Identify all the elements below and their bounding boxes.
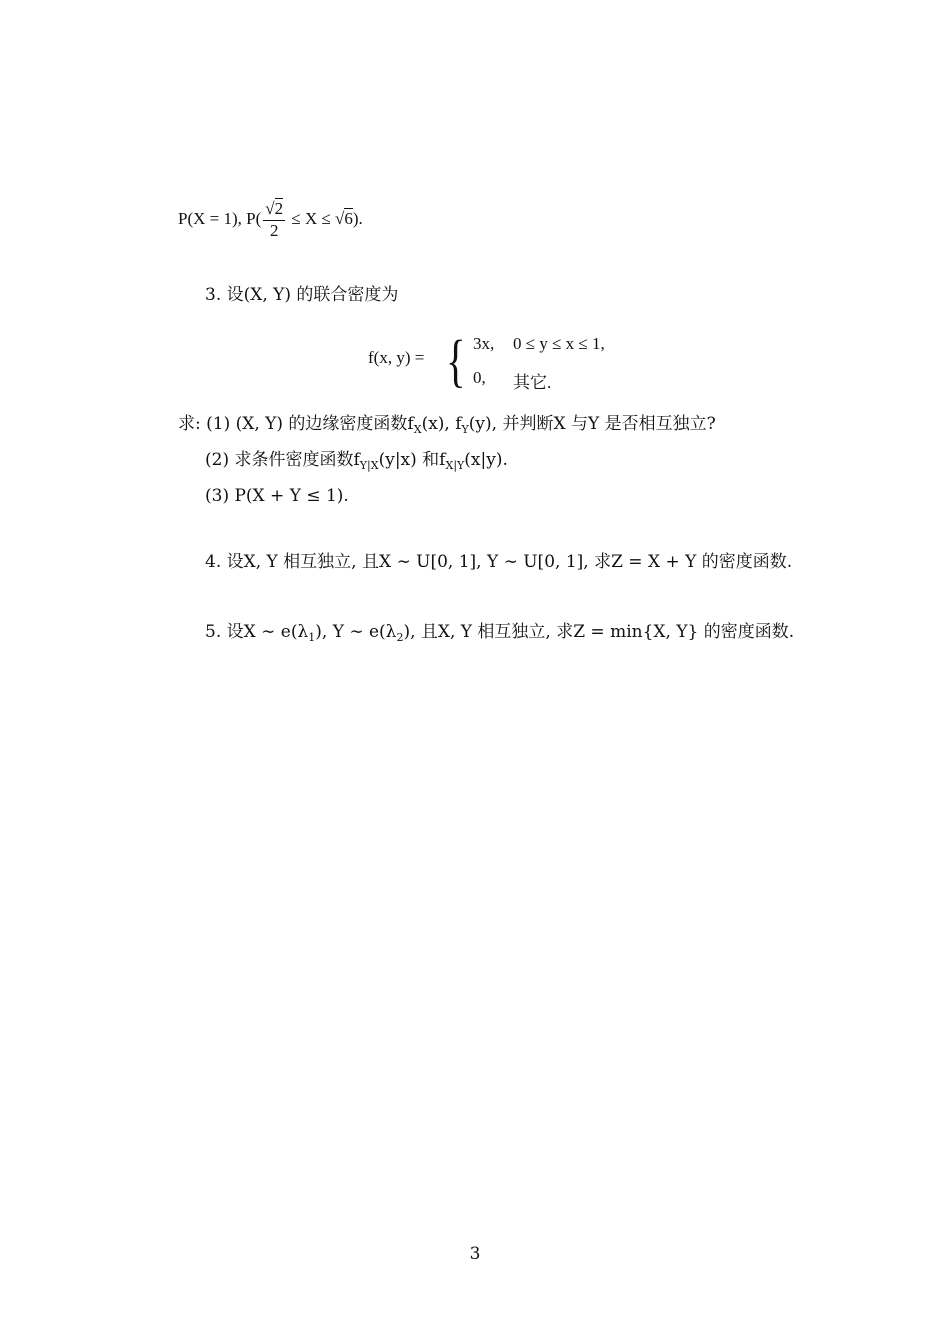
line-end: ). [352,209,363,229]
subscript-y: Y [461,423,469,436]
q5-text-c: ), 且X, Y 相互独立, 求Z = min{X, Y} 的密度函数. [403,622,795,642]
subscript-x: X [413,423,422,436]
f-lhs: f(x, y) = [368,348,425,367]
part1-text-c: (y), 并判断X 与Y 是否相互独立? [468,414,716,434]
case-1-condition: 0 ≤ y ≤ x ≤ 1, [513,334,605,353]
case-2-value: 0, [473,368,486,387]
subscript-y-given-x: Y|X [359,459,379,472]
subscript-1: 1 [308,631,316,644]
q5-text [205,622,794,642]
sqrt6-radicand: 6 [344,209,353,229]
sqrt6-sign: √ [335,209,345,229]
q3-part2 [205,450,508,470]
page-number: 3 [469,1244,481,1264]
fraction-denominator: 2 [269,220,279,240]
part1-text: 求: (1) (X, Y) 的边缘密度函数f [178,414,414,434]
left-brace: { [446,328,466,393]
q5-text-a: 5. 设X ∼ e(λ [205,622,309,642]
sqrt2-over-2-fraction [263,200,285,240]
q3-part1 [178,414,716,434]
q3-part3: (3) P(X + Y ≤ 1). [205,486,349,506]
subscript-2: 2 [396,631,404,644]
case-2-condition: 其它. [513,373,552,392]
inequality-text: ≤ X ≤ [287,209,336,229]
part2-text: (2) 求条件密度函数f [205,450,360,470]
case-1-value: 3x, [473,334,495,353]
q3-intro: 3. 设(X, Y) 的联合密度为 [205,285,399,305]
part1-text-b: (x), f [421,414,462,434]
prob-x1-text: P(X = 1), P( [178,209,262,229]
q4-text: 4. 设X, Y 相互独立, 且X ∼ U[0, 1], Y ∼ U[0, 1], 求Z = X + Y 的密度函数. [205,552,793,572]
q5-text-b: ), Y ∼ e(λ [315,622,397,642]
piecewise-definition [368,328,668,398]
part2-text-c: (x|y). [464,450,508,470]
prev-problem-line [178,200,363,240]
sqrt-radicand: 2 [274,199,284,218]
subscript-x-given-y: X|Y [445,459,465,472]
sqrt-sign: √ [265,199,275,218]
part2-text-b: (y|x) 和f [378,450,446,470]
